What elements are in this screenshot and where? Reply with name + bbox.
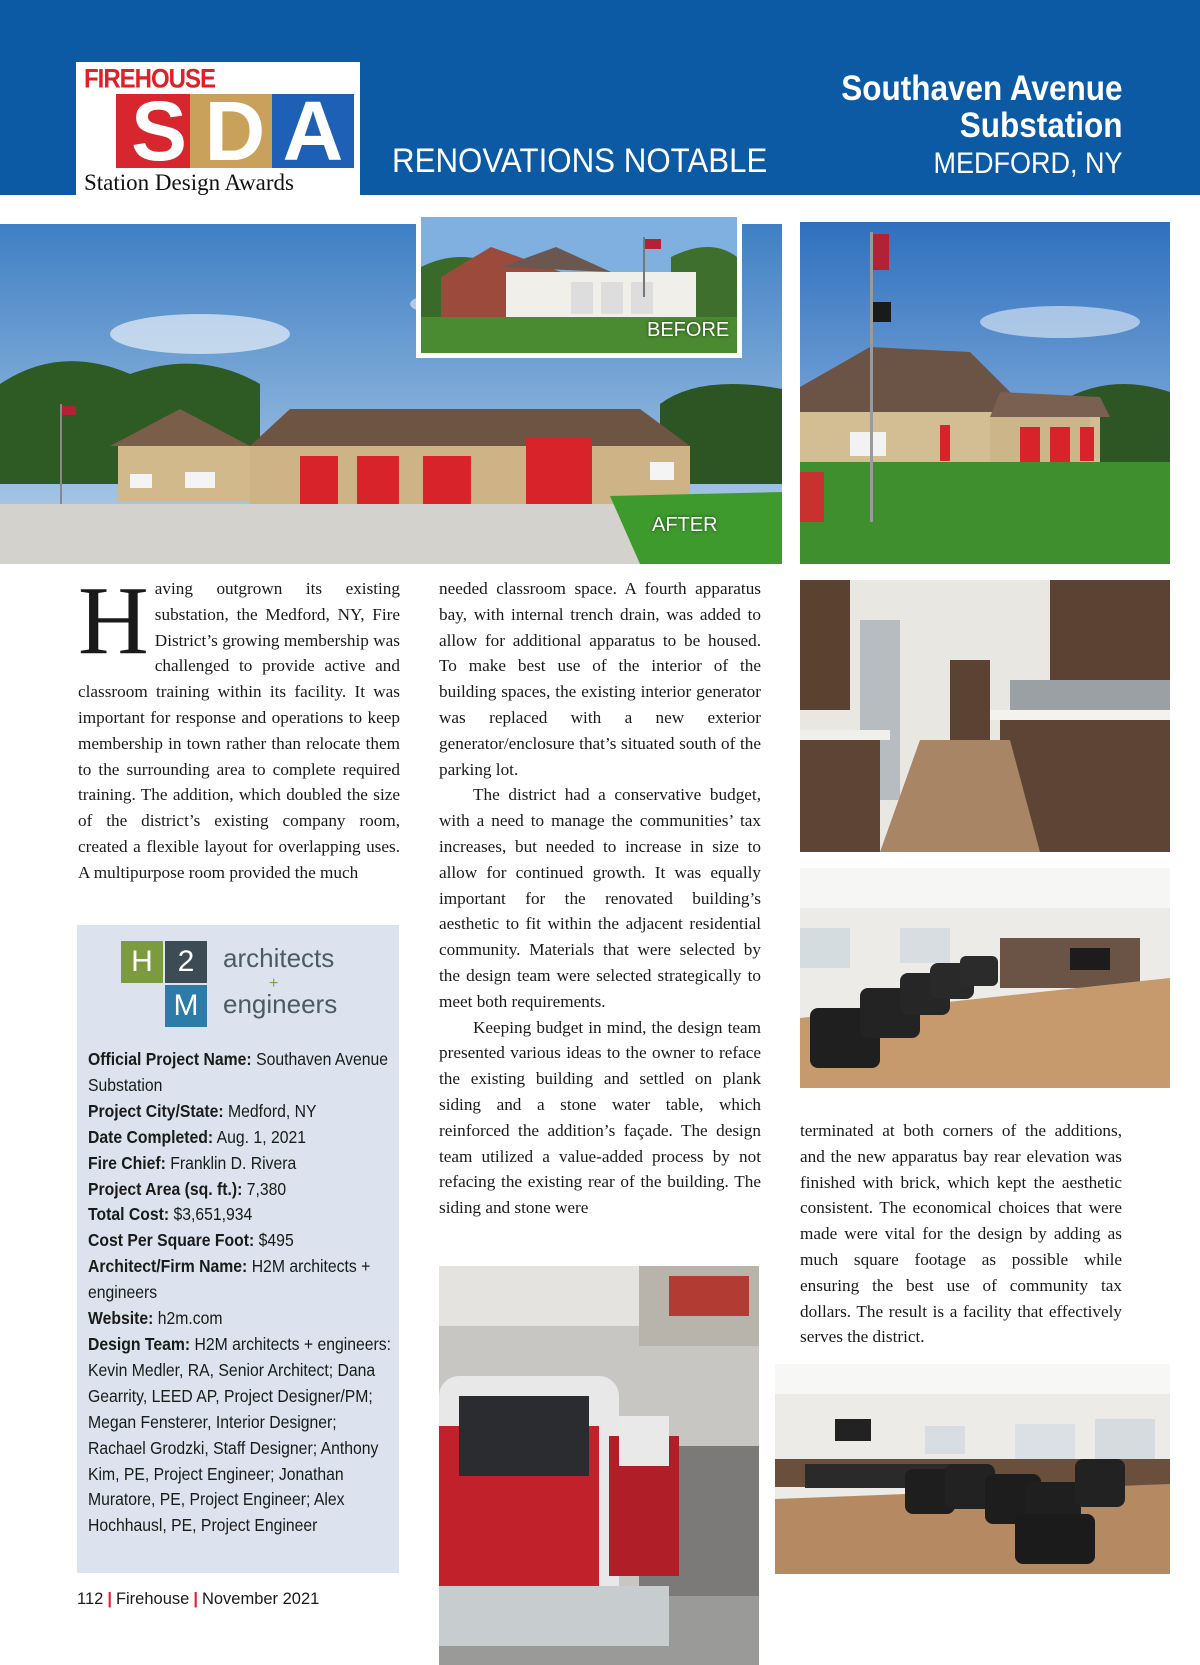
magazine-name: Firehouse [115,1590,190,1608]
fact-row: Project City/State: Medford, NY [88,1100,317,1121]
h2m-logo [121,941,361,1031]
fact-row: Official Project Name: Southaven Avenue Substation [88,1049,389,1095]
fact-row: Fire Chief: Franklin D. Rivera [88,1152,297,1173]
logo-letter-s: S [130,84,188,178]
station-location: MEDFORD, NY [933,147,1122,180]
article-column-1 [78,567,400,886]
h2m-cell-h: H [121,941,163,983]
before-exterior-photo [416,212,742,358]
fact-row: Design Team: H2M architects + engineers: Kevin Medler, RA, Senior Architect; Dana Gearrity, LEED AP, Project Designer/PM; Megan Fensterer, Interior Designer; Rachael Grodzki, Staff Designer; Anthony Kim, PE, Project Engineer; Jonathan Muratore, PE, Project Engineer; Alex Hochhausl, PE, Project Engineer [88,1333,392,1536]
logo-letter-a: A [282,84,344,178]
after-label: AFTER [652,514,718,536]
column-1-text: aving outgrown its existing substation, the Medford, NY, Fire District’s growing membership was challenged to provide active and classroom training within its facility. It was important for response and operations to keep membership in town rather than relocate them to the surrounding area to complete required training. The addition, which doubled the size of the district’s existing company room, created a flexible layout for overlapping uses. A multipurpose room provided the much [78,579,400,882]
drop-cap: H [78,567,149,675]
h2m-cell-2: 2 [165,941,207,983]
h2m-cell-m: M [165,985,207,1027]
station-name-line2: Substation [959,106,1122,145]
issue-date: November 2021 [201,1590,320,1608]
article-column-3 [800,1118,1122,1350]
station-name-line1: Southaven Avenue [840,69,1122,108]
fact-row: Architect/Firm Name: H2M architects + engineers [88,1256,371,1303]
dayroom-recliners-photo [800,868,1170,1088]
h2m-plus: + [269,975,279,992]
h2m-word-engineers: engineers [223,989,338,1019]
logo-brand: FIREHOUSE [84,64,216,95]
page-footer [77,1590,319,1609]
footer-divider: | [193,1590,198,1608]
logo-letter-d-block [190,84,280,178]
h2m-word-architects: architects [223,943,335,973]
fact-row: Project Area (sq. ft.): 7,380 [88,1178,287,1199]
logo-subtitle: Station Design Awards [84,170,294,195]
station-title-block [810,70,1122,184]
column-2-paragraph-3: Keeping budget in mind, the design team presented various ideas to the owner to reface the existing building and settled on plank siding and a stone water table, which reinforced the addition’s façade. The design team utilized a value-added process by not refacing the existing rear of the building. The siding and stone were [439,1017,761,1218]
footer-divider: | [107,1590,112,1608]
sda-logo [76,62,360,198]
logo-letter-a-block [272,84,354,178]
column-2-paragraph-2: The district had a conservative budget, with a need to manage the communities’ tax increases, but needed to increase in size to allow for continued growth. It was equally important for the renovated building’s aesthetic to fit within the adjacent residential community. Materials that were selected by the design team were selected strategically to meet both requirements. [439,785,761,1011]
fact-row: Date Completed: Aug. 1, 2021 [88,1126,306,1147]
flagpole-exterior-photo [800,222,1170,564]
apparatus-bay-photo [439,1266,759,1665]
before-label: BEFORE [647,319,730,341]
classroom-photo [775,1364,1170,1574]
fact-row: Cost Per Square Foot: $495 [88,1230,294,1251]
fact-row: Total Cost: $3,651,934 [88,1204,253,1225]
page-number: 112 [77,1590,104,1608]
kitchen-photo [800,580,1170,852]
award-category: RENOVATIONS NOTABLE [392,142,768,180]
fact-row: Website: h2m.com [88,1308,223,1329]
column-2-paragraph-1: needed classroom space. A fourth apparatus bay, with internal trench drain, was added to allow for additional apparatus to be housed. To make best use of the interior of the building spaces, the existing interior generator was replaced with a new exterior generator/enclosure that’s situated south of the parking lot. [439,579,761,779]
project-info-box [77,925,399,1573]
column-3-text: terminated at both corners of the additions, and the new apparatus bay rear elevation was finished with brick, which kept the aesthetic consistent. The economical choices that were made were vital for the design by adding as much square footage as possible while ensuring the best use of community tax dollars. The result is a facility that effectively serves the district. [800,1121,1122,1347]
project-facts [88,1047,393,1539]
logo-letter-d: D [204,84,266,178]
article-column-2 [439,576,761,1221]
